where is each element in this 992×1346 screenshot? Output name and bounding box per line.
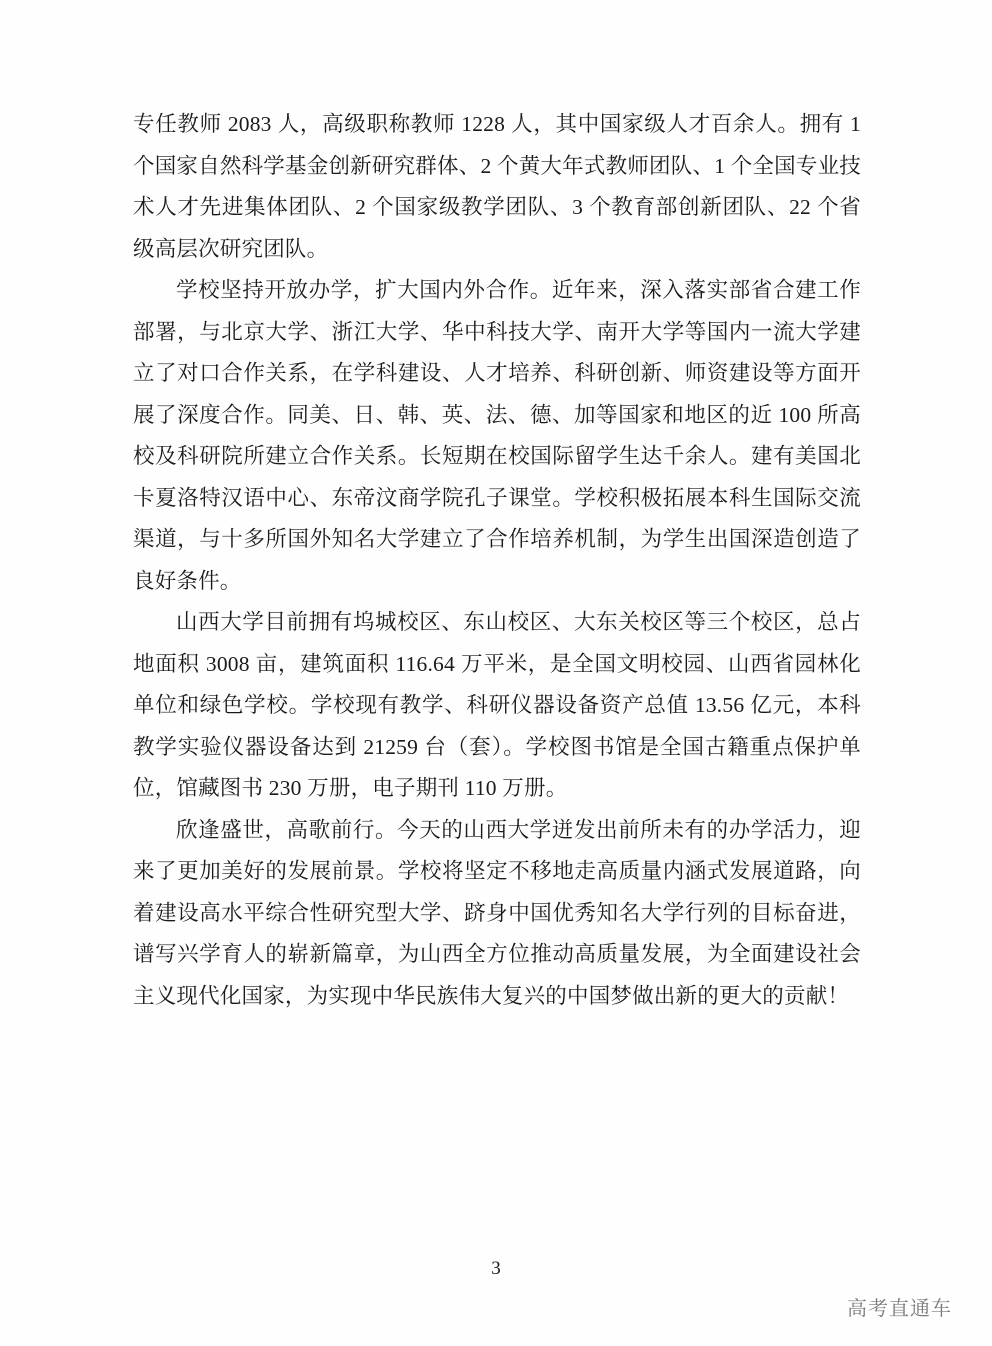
page-number: 3 — [491, 1258, 501, 1279]
watermark: 高考直通车 — [847, 1298, 952, 1320]
paragraph-4: 欣逢盛世，高歌前行。今天的山西大学迸发出前所未有的办学活力，迎来了更加美好的发展前景。学校将坚定不移地走高质量内涵式发展道路，向着建设高水平综合性研究型大学、跻身中国优秀知名大学行列的目标奋进，谱写兴学育人的崭新篇章，为山西全方位推动高质量发展，为全面建设社会主义现代化国家，为实现中华民族伟大复兴的中国梦做出新的更大的贡献！ — [133, 817, 861, 1008]
page-body — [133, 104, 861, 1017]
paragraph-1: 专任教师 2083 人，高级职称教师 1228 人，其中国家级人才百余人。拥有 1 个国家自然科学基金创新研究群体、2 个黄大年式教师团队、1 个全国专业技术人才先进集体团队、2 个国家级教学团队、3 个教育部创新团队、22 个省级高层次研究团队。 — [133, 112, 861, 261]
paragraph-2: 学校坚持开放办学，扩大国内外合作。近年来，深入落实部省合建工作部署，与北京大学、浙江大学、华中科技大学、南开大学等国内一流大学建立了对口合作关系，在学科建设、人才培养、科研创新、师资建设等方面开展了深度合作。同美、日、韩、英、法、德、加等国家和地区的近 100 所高校及科研院所建立合作关系。长短期在校国际留学生达千余人。建有美国北卡夏洛特汉语中心、东帝汶商学院孔子课堂。学校积极拓展本科生国际交流渠道，与十多所国外知名大学建立了合作培养机制，为学生出国深造创造了良好条件。 — [133, 278, 861, 593]
paragraph-3: 山西大学目前拥有坞城校区、东山校区、大东关校区等三个校区，总占地面积 3008 亩，建筑面积 116.64 万平米，是全国文明校园、山西省园林化单位和绿色学校。学校现有教学、科研仪器设备资产总值 13.56 亿元，本科教学实验仪器设备达到 21259 台（套）。学校图书馆是全国古籍重点保护单位，馆藏图书 230 万册，电子期刊 110 万册。 — [133, 610, 861, 800]
